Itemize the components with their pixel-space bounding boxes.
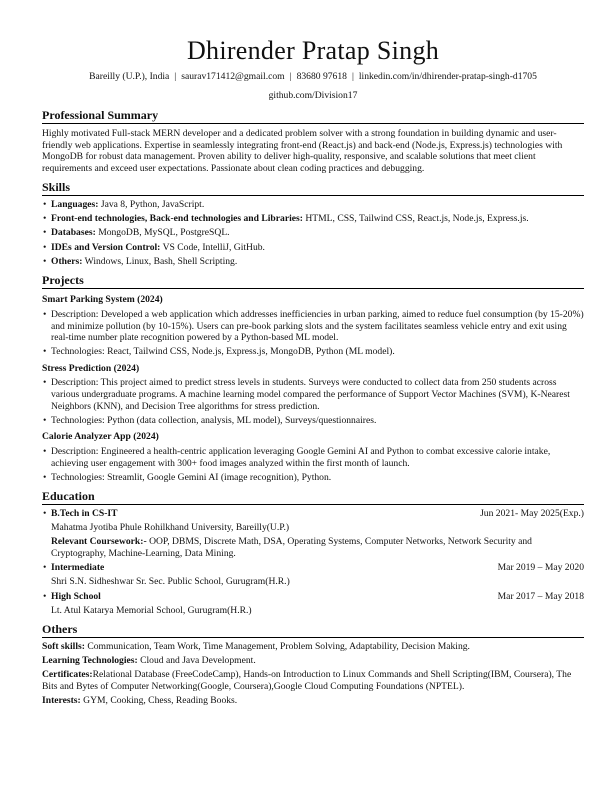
project-details xyxy=(42,309,584,358)
list-item xyxy=(42,377,584,412)
skill-label: IDEs and Version Control: xyxy=(51,241,161,253)
others-label: Certificates: xyxy=(42,669,93,681)
section-heading-skills: Skills xyxy=(42,180,584,196)
project-title: Calorie Analyzer App (2024) xyxy=(42,431,159,443)
skill-value: Java 8, Python, JavaScript. xyxy=(100,198,205,210)
project-technologies: Technologies: Streamlit, Google Gemini AI (image recognition), Python. xyxy=(51,471,332,483)
skill-value: VS Code, IntelliJ, GitHub. xyxy=(162,241,265,253)
coursework-value: OOP, DBMS, Discrete Math, DSA, Operating Systems, Computer Networks, Network Security and Cryptography, Machine-Learning, Data Mining. xyxy=(51,536,532,559)
degree: Intermediate xyxy=(51,562,105,574)
github-link[interactable]: github.com/Division17 xyxy=(268,90,358,101)
list-item xyxy=(42,472,584,484)
list-item xyxy=(42,199,584,211)
list-item xyxy=(42,562,584,574)
others-item xyxy=(42,669,584,692)
project-details xyxy=(42,377,584,426)
list-item xyxy=(42,446,584,469)
project-title: Smart Parking System (2024) xyxy=(42,294,163,306)
contact-line xyxy=(42,71,584,83)
list-item xyxy=(42,227,584,239)
section-heading-others: Others xyxy=(42,622,584,638)
separator: | xyxy=(289,71,292,82)
bullet: • xyxy=(43,562,47,574)
bullet: • xyxy=(43,446,47,458)
bullet: • xyxy=(43,414,47,426)
others-value: Relational Database (FreeCodeCamp), Hands-on Introduction to Linux Commands and Shell Scripting(IBM, Coursera), The Bits and Bytes of Computer Networking(Google, Coursera),Google Cloud Computing Foundations (NPTEL). xyxy=(42,669,572,692)
email-link[interactable]: saurav171412@gmail.com xyxy=(181,71,285,82)
dates: Jun 2021- May 2025(Exp.) xyxy=(480,508,584,519)
list-item xyxy=(42,591,584,603)
skill-label: Languages: xyxy=(51,198,99,210)
school: Shri S.N. Sidheshwar Sr. Sec. Public School, Gurugram(H.R.) xyxy=(51,576,290,588)
skill-value: MongoDB, MySQL, PostgreSQL. xyxy=(98,227,230,239)
bullet: • xyxy=(43,255,47,267)
project-details xyxy=(42,446,584,483)
candidate-name: Dhirender Pratap Singh xyxy=(186,36,440,65)
coursework xyxy=(42,536,584,559)
degree: B.Tech in CS-IT xyxy=(51,508,118,519)
degree: High School xyxy=(51,590,101,602)
others-label: Learning Technologies: xyxy=(42,655,138,667)
skill-label: Databases: xyxy=(51,227,96,239)
others-label: Soft skills: xyxy=(42,640,85,652)
bullet: • xyxy=(43,241,47,253)
others-value: Cloud and Java Development. xyxy=(140,655,256,667)
others-item xyxy=(42,641,584,653)
section-heading-projects: Projects xyxy=(42,273,584,289)
others-item xyxy=(42,695,584,707)
school: Lt. Atul Katarya Memorial School, Gurugram(H.R.) xyxy=(51,604,252,616)
list-item xyxy=(42,242,584,254)
bullet: • xyxy=(43,213,47,225)
dates: Mar 2019 – May 2020 xyxy=(497,562,584,574)
school: Mahatma Jyotiba Phule Rohilkhand University, Bareilly(U.P.) xyxy=(51,522,290,534)
skills-list xyxy=(42,199,584,267)
list-item xyxy=(42,213,584,225)
bullet: • xyxy=(43,227,47,239)
skill-label: Others: xyxy=(51,255,83,267)
bullet: • xyxy=(43,346,47,358)
education-list xyxy=(42,562,584,574)
others-value: Communication, Team Work, Time Management, Problem Solving, Adaptability, Decision Making. xyxy=(87,640,470,652)
bullet: • xyxy=(43,471,47,483)
section-heading-education: Education xyxy=(42,489,584,505)
project-technologies: Technologies: Python (data collection, analysis, ML model), Surveys/questionnaires. xyxy=(51,414,377,426)
list-item xyxy=(42,508,584,520)
project-description: Description: Developed a web application which addresses inefficiencies in urban parking, aimed to reduce fuel consumption (by 15-20%) and minimize pollution (by 10-15%). Users can pre-book parking slots and the system facilitates seamless vehicle entry and exit using real-time number plate recognition powered by a Python-based ML model. xyxy=(51,308,584,344)
location: Bareilly (U.P.), India xyxy=(89,71,170,82)
coursework-label: Relevant Coursework:- xyxy=(51,536,147,548)
skill-label: Front-end technologies, Back-end technologies and Libraries: xyxy=(51,213,303,225)
project-description: Description: Engineered a health-centric application leveraging Google Gemini AI and Python to combat excessive calorie intake, achieving user engagement with 300+ food images analyzed within the first month of launch. xyxy=(51,446,551,469)
education-list xyxy=(42,508,584,520)
project-title: Stress Prediction (2024) xyxy=(42,362,140,374)
skill-value: Windows, Linux, Bash, Shell Scripting. xyxy=(84,255,238,267)
bullet: • xyxy=(43,377,47,389)
dates: Mar 2017 – May 2018 xyxy=(497,590,584,602)
list-item xyxy=(42,415,584,427)
list-item xyxy=(42,256,584,268)
project-technologies: Technologies: React, Tailwind CSS, Node.js, Express.js, MongoDB, Python (ML model). xyxy=(51,346,395,358)
list-item xyxy=(42,309,584,344)
education-list xyxy=(42,591,584,603)
skill-value: HTML, CSS, Tailwind CSS, React.js, Node.js, Express.js. xyxy=(305,213,529,225)
list-item xyxy=(42,346,584,358)
section-heading-summary: Professional Summary xyxy=(42,108,584,124)
linkedin-link[interactable]: linkedin.com/in/dhirender-pratap-singh-d1705 xyxy=(358,71,537,82)
bullet: • xyxy=(43,508,47,519)
summary-text: Highly motivated Full-stack MERN developer and a dedicated problem solver with a strong foundation in building dynamic and user-friendly web applications. Expertise in seamlessly integrating front-end (React.js) and back-end (Node.js, Express.js) technologies with MongoDB for robust data management. Proven ability to deliver high-quality, responsive, and scalable solutions that meet client requirements and exceed user expectations. Passionate about clean coding practices and debugging. xyxy=(42,128,563,174)
separator: | xyxy=(174,71,177,82)
bullet: • xyxy=(43,590,47,602)
bullet: • xyxy=(43,198,47,210)
separator: | xyxy=(351,71,354,82)
phone: 83680 97618 xyxy=(296,71,347,82)
project-description: Description: This project aimed to predict stress levels in students. Surveys were conducted to collect data from 250 students across various undergraduate programs. A machine learning model compared the performance of Support Vector Machines (SVM), K-Nearest Neighbors (KNN), and Decision Tree algorithms for stress prediction. xyxy=(51,377,570,412)
others-label: Interests: xyxy=(42,695,81,707)
others-value: GYM, Cooking, Chess, Reading Books. xyxy=(83,695,238,707)
bullet: • xyxy=(43,308,47,320)
others-item xyxy=(42,655,584,667)
